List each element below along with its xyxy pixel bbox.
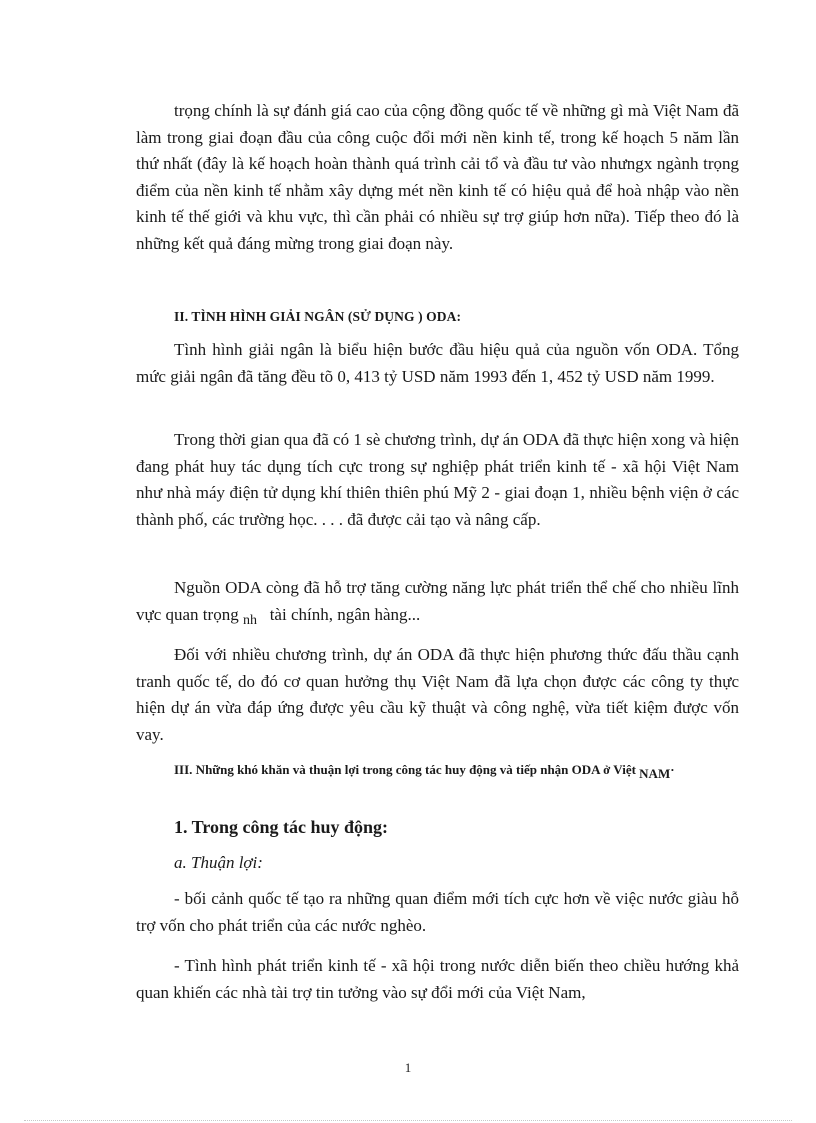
section-heading-2: II. TÌNH HÌNH GIẢI NGÂN (SỬ DỤNG ) ODA: — [174, 309, 462, 324]
capacity-text-start: Nguồn ODA còng đã hỗ trợ tăng cường năng lực phát triển thể chế cho nhiều lĩnh vực quan trọng — [136, 578, 739, 624]
heading-3-dot: · — [670, 762, 675, 777]
paragraph-domestic-situation: - Tình hình phát triển kinh tế - xã hội trong nước diễn biến theo chiều hướng khả quan khiến các nhà tài trợ tin tưởng vào sự đổi mới của Việt Nam, — [136, 956, 739, 1002]
section-heading-3 — [136, 757, 739, 783]
paragraph-intro: trọng chính là sự đánh giá cao của cộng đồng quốc tế về những gì mà Việt Nam đã làm trong giai đoạn đầu của công cuộc đổi mới nền kinh tế, trong kế hoạch 5 năm lần thứ nhất (đây là kế hoạch hoàn thành quá trình cải tổ và đầu tư vào nhưngx ngành trọng điểm của nền kinh tế nhằm xây dựng mét nền kinh tế có hiệu quả để hoà nhập vào nền kinh tế thế giới và khu vực, thì cần phải có nhiều sự trợ giúp hơn nữa). Tiếp theo đó là những kết quả đáng mừng trong giai đoạn này. — [136, 101, 739, 253]
paragraph-international-context: - bối cảnh quốc tế tạo ra những quan điểm mới tích cực hơn về việc nước giàu hỗ trợ vốn cho phát triển của các nước nghèo. — [136, 889, 739, 935]
paragraph-bidding: Đối với nhiều chương trình, dự án ODA đã thực hiện phương thức đấu thầu cạnh tranh quốc tế, do đó cơ quan hưởng thụ Việt Nam đã lựa chọn được các công ty thực hiện dự án vừa đáp ứng được yêu cầu kỹ thuật và công nghệ, vừa tiết kiệm được vốn vay. — [136, 645, 739, 744]
heading-3-text: III. Những khó khăn và thuận lợi trong công tác huy động và tiếp nhận ODA ở Việt — [174, 762, 636, 777]
capacity-text-end: tài chính, ngân hàng... — [269, 604, 421, 624]
paragraph-disbursement: Tình hình giải ngân là biểu hiện bước đầu hiệu quả của nguồn vốn ODA. Tổng mức giải ngân đã tăng đều tõ 0, 413 tỷ USD năm 1993 đến 1, 452 tỷ USD năm 1999. — [136, 340, 739, 386]
subheading-mobilization: 1. Trong công tác huy động: — [174, 817, 389, 837]
footer-divider — [24, 1120, 792, 1121]
capacity-text-sub: nh — [242, 612, 257, 628]
paragraph-capacity — [136, 575, 739, 630]
heading-3-nam: NAM — [639, 766, 671, 781]
subheading-advantages: a. Thuận lợi: — [174, 853, 263, 872]
paragraph-programs: Trong thời gian qua đã có 1 sè chương trình, dự án ODA đã thực hiện xong và hiện đang phát huy tác dụng tích cực trong sự nghiệp phát triển kinh tế - xã hội Việt Nam như nhà máy điện tử dụng khí thiên thiên phú Mỹ 2 - giai đoạn 1, nhiều bệnh viện ở các thành phố, các trường học. . . . đã được cải tạo và nâng cấp. — [136, 430, 739, 529]
page-number: 1 — [404, 1060, 412, 1075]
